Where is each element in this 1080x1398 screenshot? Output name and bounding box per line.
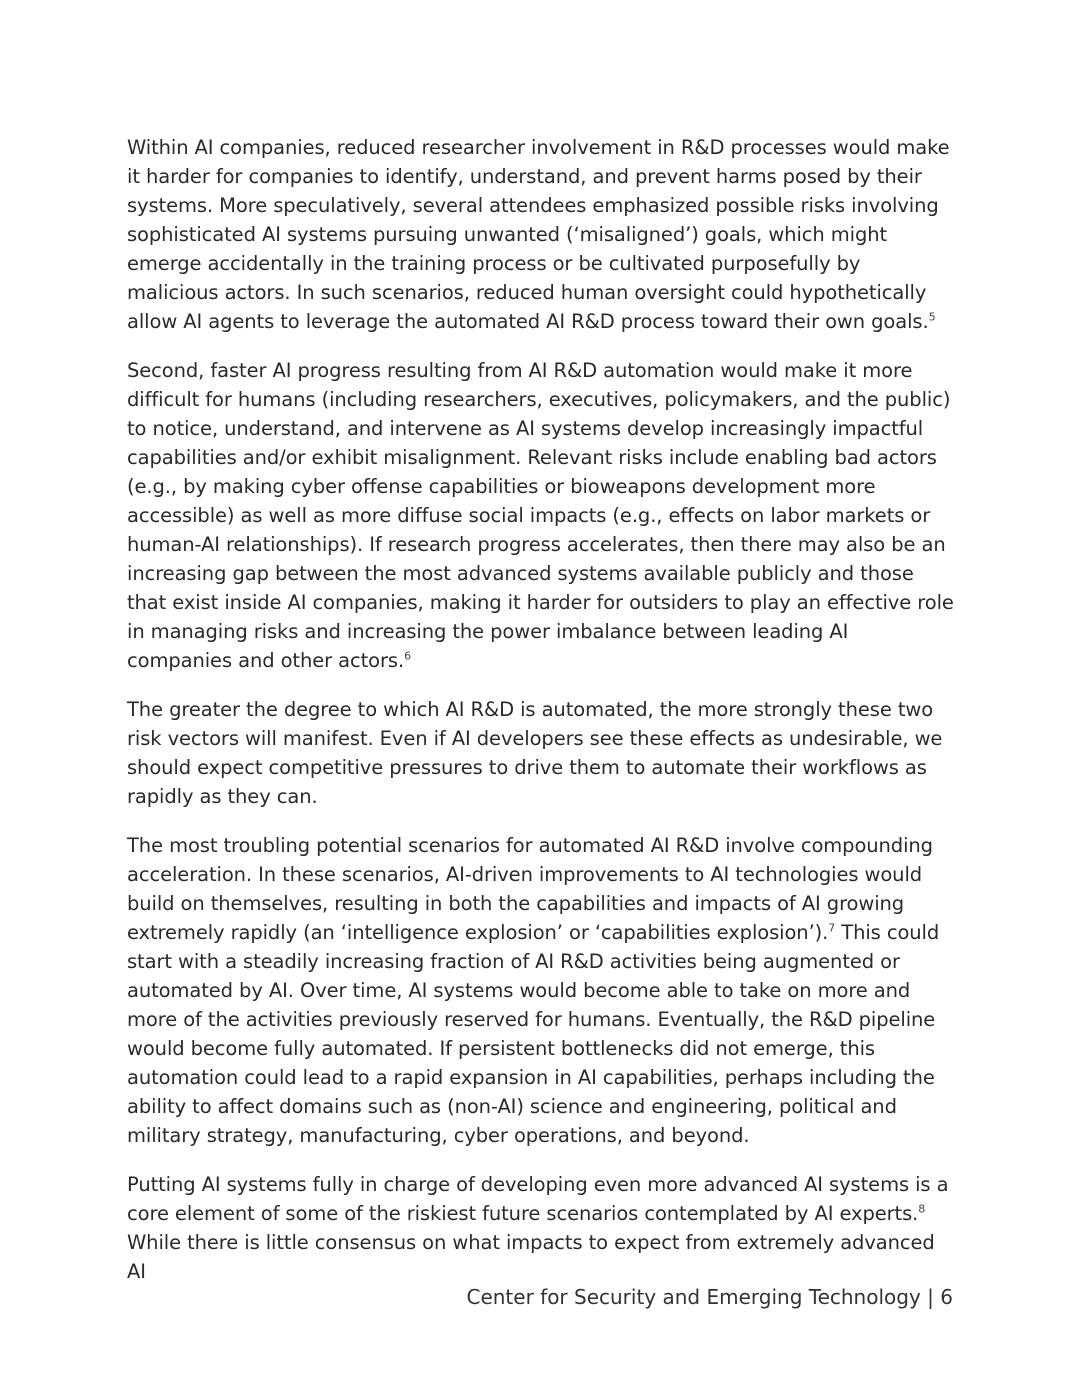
paragraph-text-before: The most troubling potential scenarios for automated AI R&D involve compounding acceleration. In these scenarios, AI-driven improvements to AI technologies would build on themselves, resulting in both the capabilities and impacts of AI growing extremely rapidly (an ‘intelligence explosion’ or ‘capabilities explosion’). — [127, 834, 933, 944]
paragraph-1 — [127, 133, 957, 336]
footer-separator: | — [927, 1285, 934, 1309]
document-body — [127, 133, 957, 1306]
footer-org: Center for Security and Emerging Technology — [466, 1285, 921, 1309]
page-footer — [466, 1285, 953, 1309]
paragraph-2 — [127, 356, 957, 675]
paragraph-text: The greater the degree to which AI R&D is automated, the more strongly these two risk vectors will manifest. Even if AI developers see these effects as undesirable, we should expect competitive pressures to drive them to automate their workflows as rapidly as they can. — [127, 698, 943, 808]
page-number: 6 — [940, 1285, 953, 1309]
paragraph-text-after: While there is little consensus on what impacts to expect from extremely advanced AI — [127, 1231, 935, 1283]
footnote-ref-6[interactable]: 6 — [404, 649, 411, 663]
paragraph-5 — [127, 1170, 957, 1286]
paragraph-4 — [127, 831, 957, 1150]
paragraph-3 — [127, 695, 957, 811]
footnote-ref-5[interactable]: 5 — [928, 310, 936, 324]
paragraph-text-after: This could start with a steadily increasing fraction of AI R&D activities being augmented or automated by AI. Over time, AI systems would become able to take on more and more of the activities previously reserved for humans. Eventually, the R&D pipeline would become fully automated. If persistent bottlenecks did not emerge, this automation could lead to a rapid expansion in AI capabilities, perhaps including the ability to affect domains such as (non-AI) science and engineering, political and military strategy, manufacturing, cyber operations, and beyond. — [127, 921, 940, 1147]
paragraph-text-before: Putting AI systems fully in charge of developing even more advanced AI systems is a core element of some of the riskiest future scenarios contemplated by AI experts. — [127, 1173, 949, 1225]
paragraph-text: Within AI companies, reduced researcher involvement in R&D processes would make it harder for companies to identify, understand, and prevent harms posed by their systems. More speculatively, several attendees emphasized possible risks involving sophisticated AI systems pursuing unwanted (‘misaligned’) goals, which might emerge accidentally in the training process or be cultivated purposefully by malicious actors. In such scenarios, reduced human oversight could hypothetically allow AI agents to leverage the automated AI R&D process toward their own goals. — [127, 136, 950, 333]
paragraph-text: Second, faster AI progress resulting from AI R&D automation would make it more difficult for humans (including researchers, executives, policymakers, and the public) to notice, understand, and intervene as AI systems develop increasingly impactful capabilities and/or exhibit misalignment. Relevant risks include enabling bad actors (e.g., by making cyber offense capabilities or bioweapons development more accessible) as well as more diffuse social impacts (e.g., effects on labor markets or human-AI relationships). If research progress accelerates, then there may also be an increasing gap between the most advanced systems available publicly and those that exist inside AI companies, making it harder for outsiders to play an effective role in managing risks and increasing the power imbalance between leading AI companies and other actors. — [127, 359, 954, 672]
footnote-ref-7[interactable]: 7 — [828, 921, 836, 935]
footnote-ref-8[interactable]: 8 — [918, 1202, 926, 1216]
